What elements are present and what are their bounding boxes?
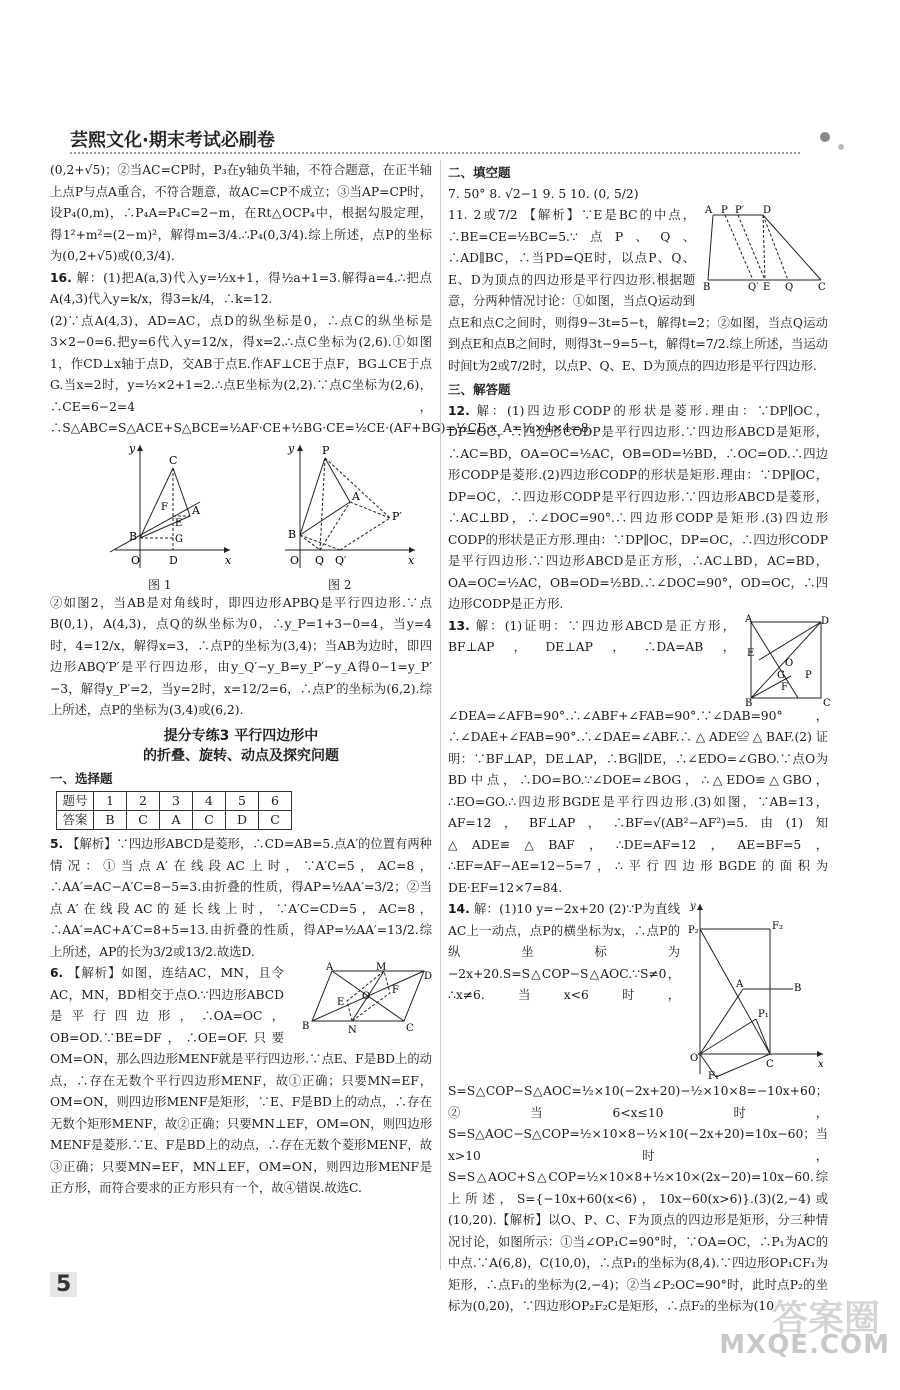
q14-label-o: O	[690, 1053, 699, 1064]
fig2-label-q: Q	[315, 553, 325, 567]
page-header	[70, 122, 840, 156]
section-title-line2: 的折叠、旋转、动点及探究问题	[143, 747, 339, 764]
q11-label-p-prime: P′	[735, 205, 744, 216]
fig1-label-o: O	[131, 553, 141, 567]
fig1-label-c: C	[169, 453, 178, 467]
q6-text: 【解析】如图，连结AC，MN，且令AC，MN，BD相交于点O.∵四边形ABCD是平行四边形，∴OA=OC，OB=OD.∵BE=DF，∴OE=OF.只要OM=ON，那么四边形MENF就是平行四边形.∵点E、F是BD上的动点，∴存在无数个平行四边形MENF，故①正确；只要MN=EF，OM=ON，则四边形MENF是矩形，∵E、F是BD上的动点，∴存在无数个矩形MENF，故②正确；只要MN⊥EF，OM=ON，则四边形MENF是菱形.∵E、F是BD上的动点，∴存在无数个菱形MENF，故③正确；只要MN=EF，MN⊥EF，OM=ON，则四边形MENF是正方形，而符合要求的正方形只有一个，故④错误.故选C.	[50, 966, 432, 1195]
fig2-label-a: A	[352, 489, 360, 503]
q14-label-f1: F₁	[708, 1071, 719, 1082]
q15-continuation: (0,2+√5)；②当AC=CP时，P₃在y轴负半轴，不符合题意，在正半轴上点P与点A重合，不符合题意，故AC=CP不成立；③当AP=CP时，设P₄(0,m)，∴P₄A=P₄C=2−m，在Rt△OCP₄中，根据勾股定理，得1²+m²=(2−m)²，解得m=3/4.∴P₄(0,3/4).综上所述，点P的坐标为(0,2+√5)或(0,3/4).	[50, 163, 432, 263]
fig2-label-q-prime: Q′	[335, 553, 347, 567]
answer-table-cell: C	[127, 811, 160, 830]
fig1-label-b: B	[129, 529, 138, 543]
answer-table-row	[57, 792, 292, 811]
answer-table-cell: 6	[259, 792, 292, 811]
q5-text: 【解析】∵四边形ABCD是菱形，∴CD=AB=5.点A′的位置有两种情况：①当点A′在线段AC上时，∵A′C=5，AC=8，∴AA′=AC−A′C=8−5=3.由折叠的性质，得AP=½AA′=3/2；②当点A′在线段AC的延长线上时，∵A′C=CD=5，AC=8，∴AA′=AC+A′C=8+5=13.由折叠的性质，得AP=½AA′=13/2.综上所述，AP的长为3/2或13/2.故选D.	[50, 837, 432, 959]
q11-label-b: B	[703, 282, 711, 293]
q11-text: 11. 2或7/2 【解析】∵E是BC的中点，∴BE=CE=½BC=5.∵点P、Q、∴AD∥BC，∴当PD=QE时，以点P、Q、E、D为顶点的四边形是平行四边形.根据题意，分两种情况讨论：①如图，当点Q运动到点E和点C之间时，则得9−3t=5−t，解得t=2；②如图，当点Q运动到点E和点B之间时，则得3t−9=5−t，解得t=7/2.综上所述，当运动时间t为2或7/2时，以点P、Q、E、D为顶点的四边形是平行四边形.	[448, 208, 828, 373]
q6-label-o: O	[362, 991, 371, 1002]
header-dot-icon	[820, 132, 830, 142]
q6-label-a: A	[326, 962, 334, 973]
q12-number: 12.	[448, 403, 470, 418]
q14-label-f2: F₂	[772, 921, 783, 932]
answer-table-cell: 1	[94, 792, 127, 811]
answer-table	[56, 791, 292, 830]
fig2-caption: 图 2	[328, 577, 352, 592]
q6-number: 6.	[50, 966, 64, 980]
section-title	[50, 726, 432, 766]
fig1-label-f: F	[161, 501, 168, 513]
q14-label-b: B	[794, 983, 802, 994]
right-column	[448, 160, 831, 1318]
q16-part2: (2)∵点A(4,3)，AD=AC，点D的纵坐标是0，∴点C的纵坐标是3×2−0=6.把y=6代入y=12/x，得x=2.∴点C坐标为(2,6).①如图1，作CD⊥x轴于点D，交AB于点E.作AF⊥CE于点F，BG⊥CE于点G.当x=2时，y=½×2+1=2.∴点E坐标为(2,2).∵点C坐标为(2,6)，∴CE=6−2=4，∴S△ABC=S△ACE+S△BCE=½AF·CE+½BG·CE=½CE·(AF+BG)=½CE·x_A=½×4×4=8.	[50, 313, 593, 435]
q6-label-c: C	[406, 1023, 414, 1034]
q13-label-o: O	[785, 657, 794, 669]
q11	[448, 205, 828, 377]
q16-part1-text: 解：(1)把A(a,3)代入y=½x+1，得½a+1=3.解得a=4.∴把点A(4,3)代入y=k/x，得3=k/4，∴k=12.	[50, 270, 432, 306]
answer-table-cell: B	[94, 811, 127, 830]
q14-text: 解：(1)10 y=−2x+20 (2)∵P为直线AC上一动点，点P的横坐标为x，∴点P的纵坐标为−2x+20.S=S△COP−S△AOC.∵S≠0，∴x≠6.当x<6时，S=S△COP−S△AOC=½×10(−2x+20)−½×10×8=−10x+60；②当6<x≤10时，S=S△AOC−S△COP=½×10×8−½×10(−2x+20)=10x−60；当x>10时，S=S△AOC+S△COP=½×10×8+½×10×(2x−20)=10x−60.综上所述，S={−10x+60(x<6)，10x−60(x>6)}.(3)(2,−4)或(10,20).【解析】以O、P、C、F为顶点的四边形是矩形，分三种情况讨论，如图所示：①当∠OP₁C=90°时，∵OA=OC，∴P₁为AC的中点.∵A(6,8)，C(10,0)，∴点P₁的坐标为(8,4).∵四边形OP₁CF₁为矩形，∴点F₁的坐标为(2,−4)；②当∠P₂OC=90°时，此时点P₂的坐标为(0,20)，∵四边形OP₂F₂C是矩形，∴点F₂的坐标为(10,	[448, 902, 828, 1313]
q13-text: 解：(1)证明：∵四边形ABCD是正方形，BF⊥AP，DE⊥AP，∴DA=AB，∠DEA=∠AFB=90°.∴∠ABF+∠FAB=90°.∵∠DAB=90°，∴∠DAE+∠FAB=90°.∴∠DAE=∠ABF.∴△ADE≌△BAF.(2)证明：∵BF⊥AP，DE⊥AP，∴BG∥DE，∴∠EDO=∠GBO.∵点O为BD中点，∴DO=BO.∵∠DOE=∠BOG，∴△EDO≌△GBO，∴EO=GO.∴四边形BGDE是平行四边形.(3)如图，∵AB=13，AF=12，BF⊥AP，∴BF=√(AB²−AF²)=5.由(1)知△ADE≌△BAF，∴DE=AF=12，AE=BF=5，∴EF=AF−AE=12−5=7，∴平行四边形BGDE的面积为DE·EF=12×7=84.	[448, 618, 828, 895]
q6	[50, 963, 432, 1200]
section-title-line1: 提分专练3 平行四边形中	[163, 727, 319, 744]
fig2-label-y: y	[288, 441, 295, 455]
q11-label-c: C	[818, 282, 826, 293]
solution-heading: 三、解答题	[448, 382, 511, 397]
q12-text: 解：(1)四边形CODP的形状是菱形.理由：∵DP∥OC，DP=OC，∴四边形CODP是平行四边形.∵四边形ABCD是矩形，∴AC=BD，OA=OC=½AC，OB=OD=½BD，∴OC=OD.∴四边形CODP是菱形.(2)四边形CODP的形状是矩形.理由：∵DP∥OC，DP=OC，∴四边形CODP是平行四边形.∵四边形ABCD是菱形，∴AC⊥BD，∴∠DOC=90°.∴四边形CODP是矩形.(3)四边形CODP的形状是正方形.理由：∵DP∥OC，DP=OC，∴四边形CODP是平行四边形.∵四边形ABCD是正方形，∴AC⊥BD，AC=BD，OA=OC=½AC，OB=OD=½BD.∴∠DOC=90°，OD=OC，∴四边形CODP是正方形.	[448, 403, 828, 611]
q14-label-c: C	[766, 1059, 774, 1070]
q6-label-f: F	[392, 985, 399, 996]
q6-figure	[292, 963, 432, 1035]
q11-label-q: Q	[785, 282, 794, 293]
fig1-label-x: x	[225, 553, 232, 567]
q13-label-e: E	[747, 647, 755, 659]
q16-part3: ②如图2，当AB是对角线时，即四边形APBQ是平行四边形.∵点B(0,1)，A(4,3)，点Q的纵坐标为0，∴y_P=1+3−0=4，当y=4时，4=12/x，解得x=3，∴点P的坐标为(3,4)；当AB为边时，即四边形ABQ′P′是平行四边形，由y_Q′−y_B=y_P′−y_A得0−1=y_P′−3，解得y_P′=2，当y=2时，x=12/2=6，∴点P′的坐标为(6,2).综上所述，点P的坐标为(3,4)或(6,2).	[50, 595, 432, 717]
fig1-label-d: D	[169, 553, 178, 567]
q13-label-a: A	[745, 613, 753, 625]
q11-label-q-prime: Q′	[748, 282, 759, 293]
column-divider	[440, 160, 441, 1270]
q14-label-a: A	[736, 979, 744, 990]
q13-label-b: B	[745, 697, 753, 709]
q6-label-n: N	[348, 1025, 357, 1036]
fig1-label-a: A	[192, 503, 200, 517]
fig1-label-y: y	[129, 441, 136, 455]
fill-answers: 7. 50° 8. √2−1 9. 5 10. (0, 5/2)	[448, 186, 639, 201]
fig1-caption: 图 1	[148, 577, 172, 592]
answer-table-cell: 2	[127, 792, 160, 811]
fig2-label-b: B	[288, 527, 297, 541]
q6-label-m: M	[376, 962, 387, 973]
answer-table-cell: 5	[226, 792, 259, 811]
header-dot-small-icon	[838, 144, 844, 150]
q13-figure	[743, 613, 831, 709]
q13-label-c: C	[823, 697, 831, 709]
q11-label-p: P	[721, 205, 728, 216]
q16-part1	[50, 268, 432, 311]
header-title: 芸熙文化·期末考试必刷卷	[70, 130, 275, 151]
fig2-label-o: O	[290, 553, 300, 567]
choice-heading: 一、选择题	[50, 770, 113, 786]
q13-label-p: P	[805, 669, 812, 681]
q14-label-y: y	[690, 901, 696, 912]
q6-label-b: B	[302, 1021, 310, 1032]
q13	[448, 613, 831, 900]
q13-label-d: D	[821, 615, 830, 627]
figure-2	[280, 440, 420, 575]
page-number: 5	[50, 1272, 77, 1297]
answer-table-cell: D	[226, 811, 259, 830]
q6-label-d: D	[424, 971, 433, 982]
fig1-label-g: G	[175, 533, 183, 545]
fig1-label-e: E	[175, 517, 183, 529]
q14-label-p1: P₁	[758, 1009, 769, 1020]
answer-table-header: 题号	[57, 792, 94, 811]
fig2-label-x: x	[408, 553, 415, 567]
fill-heading: 二、填空题	[448, 165, 511, 180]
answer-table-cell: A	[160, 811, 193, 830]
q13-label-f: F	[781, 681, 788, 693]
q14-number: 14.	[448, 902, 470, 916]
q5	[50, 834, 432, 963]
q13-number: 13.	[448, 618, 470, 633]
answer-table-header: 答案	[57, 811, 94, 830]
watermark-url: MXQE.COM	[719, 1330, 890, 1360]
figure-1	[105, 440, 235, 575]
q14-label-p2: P₂	[688, 925, 699, 936]
q14-label-x: x	[818, 1059, 824, 1070]
q13-label-g: G	[777, 669, 785, 681]
answer-table-row	[57, 811, 292, 830]
fig2-label-p-prime: P′	[392, 509, 402, 523]
q5-number: 5.	[50, 837, 64, 851]
q6-label-e: E	[337, 997, 345, 1008]
header-rule	[70, 152, 800, 154]
q16-figures	[50, 440, 432, 575]
q12	[448, 401, 828, 616]
q11-label-e: E	[763, 282, 771, 293]
fig2-label-p: P	[322, 443, 330, 457]
q14	[448, 899, 828, 1318]
q14-figure	[688, 899, 828, 1082]
q11-label-d: D	[763, 205, 772, 216]
answer-table-cell: C	[259, 811, 292, 830]
watermark-logo: 答案圈	[771, 1298, 880, 1339]
q16-number: 16.	[50, 270, 72, 285]
answer-table-cell: 3	[160, 792, 193, 811]
q11-figure	[703, 205, 828, 293]
answer-table-cell: 4	[193, 792, 226, 811]
q11-label-a: A	[705, 205, 713, 216]
figure-captions	[50, 575, 432, 593]
answer-table-cell: C	[193, 811, 226, 830]
